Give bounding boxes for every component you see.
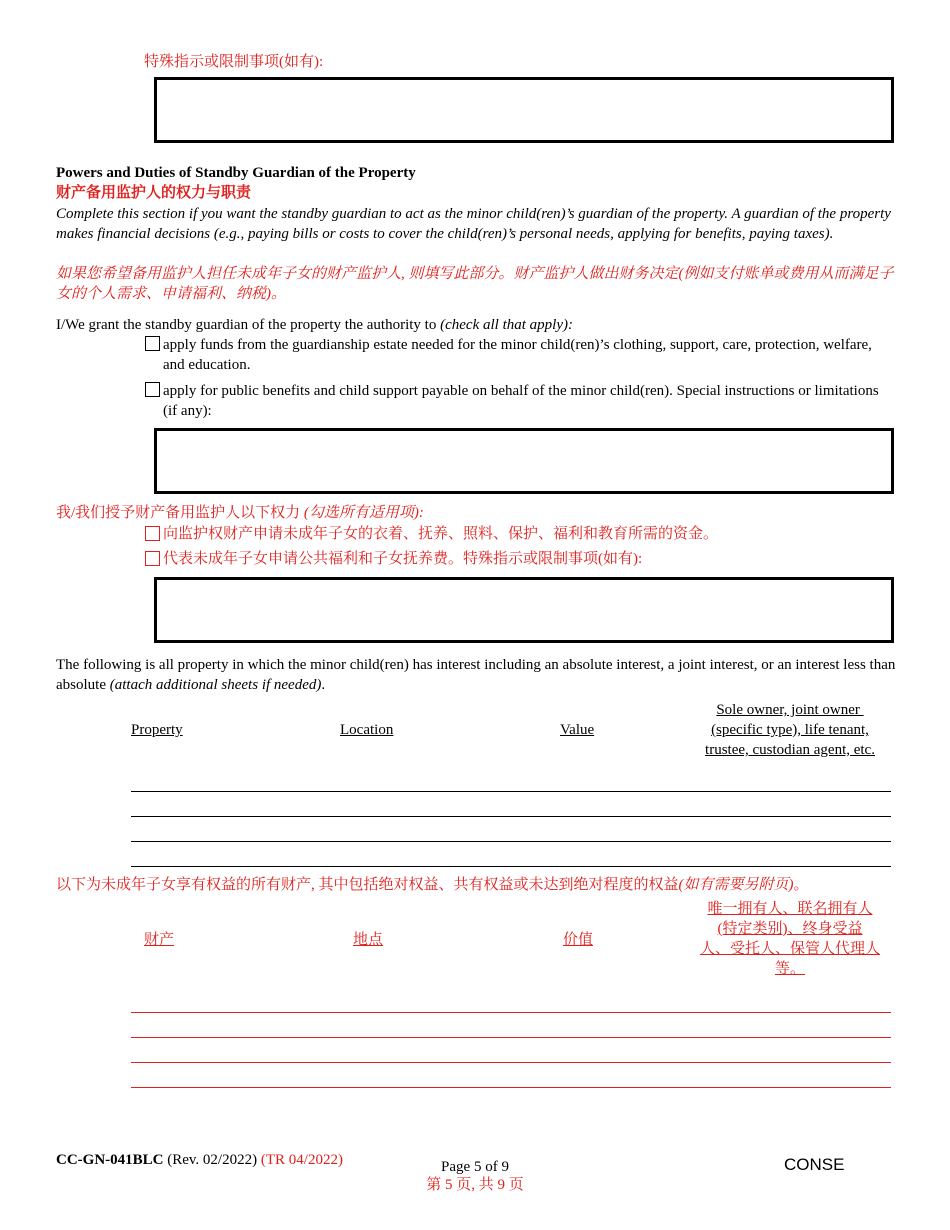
property-row-line-en-4[interactable]: [131, 866, 891, 867]
grant-lead-zh-italic: (勾选所有适用项):: [303, 505, 424, 521]
option-apply-funds-en: apply funds from the guardianship estate needed for the minor child(ren)’s clothing, support, care, protection, welfare, and education.: [163, 337, 872, 373]
property-row-line-en-1[interactable]: [131, 791, 891, 792]
checkbox-public-benefits-zh[interactable]: [145, 551, 160, 566]
grant-lead-zh: [56, 503, 424, 523]
checkbox-apply-funds-zh[interactable]: [145, 526, 160, 541]
property-text-zh-body: 以下为未成年子女享有权益的所有财产, 其中包括绝对权益、共有权益或未达到绝对程度的权益: [56, 877, 679, 893]
footer-page-en: Page 5 of 9: [441, 1159, 509, 1175]
option-public-benefits-zh: 代表未成年子女申请公共福利和子女抚养费。特殊指示或限制事项(如有):: [163, 551, 643, 567]
footer-page-zh: 第 5 页, 共 9 页: [426, 1177, 524, 1193]
property-text-en-body: The following is all property in which the minor child(ren) has interest including an absolute interest, a joint interest, or an interest less than absolute: [56, 657, 896, 693]
footer-rev: (Rev. 02/2022): [163, 1152, 258, 1168]
column-ownership-zh-line3: 人、受托人、保管人代理人: [699, 941, 880, 957]
column-value-en: Value: [560, 722, 595, 738]
column-location-en: Location: [340, 722, 394, 738]
grant-lead-zh-text: 我/我们授予财产备用监护人以下权力: [56, 505, 304, 521]
grant-lead-en-italic: (check all that apply):: [440, 317, 573, 333]
column-ownership-en-line2: (specific type), life tenant,: [711, 722, 869, 738]
property-row-line-zh-1[interactable]: [131, 1012, 891, 1013]
column-ownership-zh-line4: 等。: [774, 961, 805, 977]
property-row-line-en-3[interactable]: [131, 841, 891, 842]
grant-lead-en: [56, 315, 573, 335]
column-location-zh: 地点: [353, 932, 384, 948]
special-instructions-field-zh-top[interactable]: [154, 77, 894, 143]
section-intro-en: Complete this section if you want the standby guardian to act as the minor child(ren)’s guardian of the property. A guardian of the property makes financial decisions (e.g., paying bills or costs to cover the child(ren)’s personal needs, applying for benefits, paying taxes).: [56, 206, 891, 242]
property-text-zh-end: 。: [793, 877, 809, 893]
column-ownership-zh-line1: 唯一拥有人、联名拥有人: [707, 901, 873, 917]
section-heading-en: Powers and Duties of Standby Guardian of the Property: [56, 165, 416, 181]
special-instructions-label-zh: 特殊指示或限制事项(如有):: [144, 54, 324, 70]
property-text-zh-italic: (如有需要另附页): [678, 877, 794, 893]
column-ownership-en: [680, 700, 900, 760]
checkbox-apply-funds-en[interactable]: [145, 336, 160, 351]
footer-tr: (TR 04/2022): [257, 1152, 343, 1168]
grant-lead-en-text: I/We grant the standby guardian of the property the authority to: [56, 317, 441, 333]
special-instructions-field-zh[interactable]: [154, 577, 894, 643]
column-ownership-en-line3: trustee, custodian agent, etc.: [705, 742, 875, 758]
checkbox-public-benefits-en[interactable]: [145, 382, 160, 397]
column-value-zh: 价值: [563, 932, 594, 948]
property-row-line-zh-3[interactable]: [131, 1062, 891, 1063]
column-property-en: Property: [131, 722, 183, 738]
footer-right-label: CONSE: [784, 1155, 845, 1174]
property-row-line-zh-4[interactable]: [131, 1087, 891, 1088]
property-text-en: [56, 655, 898, 695]
property-row-line-zh-2[interactable]: [131, 1037, 891, 1038]
option-public-benefits-en: apply for public benefits and child support payable on behalf of the minor child(ren). Special instructions or limitations (if any):: [163, 383, 879, 419]
section-heading-zh: 财产备用监护人的权力与职责: [56, 185, 252, 201]
column-ownership-en-line1: Sole owner, joint owner: [716, 702, 864, 718]
column-ownership-zh: [680, 899, 900, 979]
section-intro-zh: 如果您希望备用监护人担任未成年子女的财产监护人, 则填写此部分。财产监护人做出财务决定(例如支付账单或费用从而满足子女的个人需求、申请福利、纳税)。: [56, 266, 894, 302]
column-property-zh: 财产: [144, 932, 175, 948]
property-text-en-end: .: [321, 677, 326, 693]
property-text-zh: [56, 875, 906, 895]
column-ownership-zh-line2: (特定类别)、终身受益: [717, 921, 863, 937]
option-apply-funds-zh: 向监护权财产申请未成年子女的衣着、抚养、照料、保护、福利和教育所需的资金。: [163, 526, 719, 542]
property-text-en-italic: (attach additional sheets if needed): [109, 677, 322, 693]
footer-form-code: CC-GN-041BLC: [56, 1152, 164, 1168]
property-row-line-en-2[interactable]: [131, 816, 891, 817]
special-instructions-field-en[interactable]: [154, 428, 894, 494]
